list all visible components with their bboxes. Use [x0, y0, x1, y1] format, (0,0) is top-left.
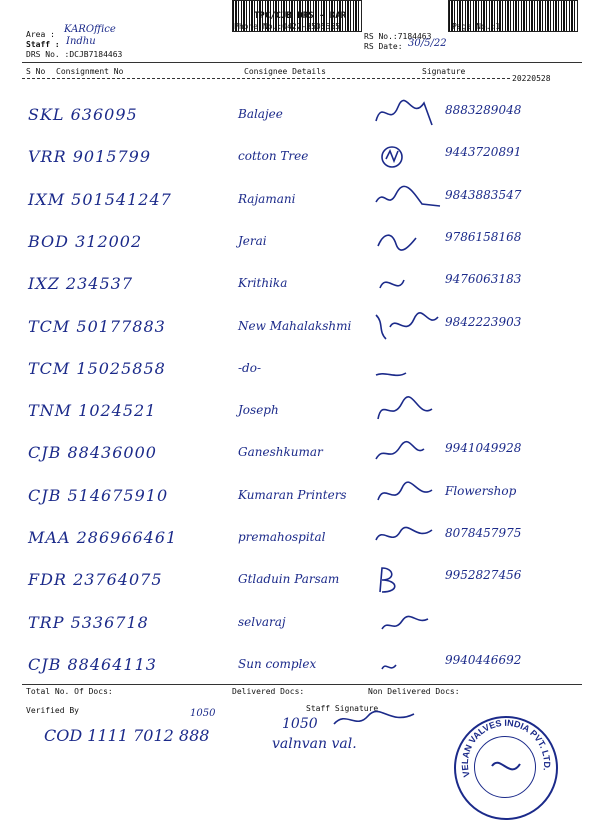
amount-note-2: 1050: [282, 716, 318, 732]
consignee-name: Kumaran Printers: [238, 487, 347, 502]
page-number: Page No.:1: [452, 22, 501, 31]
signature-scribble: [372, 605, 444, 639]
document-title: TPC/CJB DRS - KAR: [254, 11, 347, 21]
consignee-phone: 9443720891: [445, 145, 522, 160]
area-value: KAROffice: [64, 24, 116, 35]
consignee-phone: 9952827456: [445, 568, 522, 583]
consignee-name: Balajee: [238, 107, 283, 121]
signature-scribble: [372, 478, 444, 512]
staff-signature-scribble: [330, 708, 420, 732]
consignee-name: cotton Tree: [238, 149, 309, 164]
consignment-number: TRP 5336718: [28, 612, 149, 632]
consignee-phone: 9476063183: [445, 272, 522, 287]
table-row: [0, 264, 600, 304]
consignee-phone: 9786158168: [445, 229, 522, 244]
total-docs-label: Total No. Of Docs:: [26, 687, 113, 696]
svg-text:VELAN VALVES INDIA PVT. LTD.: VELAN VALVES INDIA PVT. LTD.: [459, 718, 553, 779]
col-signature: Signature: [422, 67, 466, 76]
footer-rule: [22, 684, 582, 685]
table-row: [0, 433, 600, 473]
cod-note: COD 1111 7012 888: [44, 726, 210, 745]
consignee-name: Joseph: [238, 403, 279, 418]
rs-date-value: 30/5/22: [408, 38, 447, 49]
consignee-phone: 9842223903: [445, 314, 522, 329]
signature-scribble: [372, 351, 444, 385]
consignee-name: Ganeshkumar: [238, 445, 323, 460]
table-row: [0, 645, 600, 685]
consignment-number: VRR 9015799: [28, 147, 151, 167]
drs-number: DRS No. :DCJB7184463: [26, 50, 123, 59]
consignment-number: TNM 1024521: [28, 401, 157, 421]
delivered-docs-label: Delivered Docs:: [232, 687, 305, 696]
consignment-number: CJB 88464113: [28, 654, 157, 674]
rs-number: RS No.:7184463: [364, 32, 432, 41]
consignment-number: CJB 514675910: [28, 485, 169, 505]
phone-number: Phone No.:0422-3505555: [234, 22, 340, 31]
consignee-name: Rajamani: [238, 191, 296, 206]
signature-scribble: [372, 520, 444, 554]
company-seal-text: [456, 718, 556, 818]
company-seal-stamp: [454, 716, 558, 820]
consignment-number: IXZ 234537: [28, 274, 133, 294]
table-row: [0, 137, 600, 177]
consignee-name: Gtladuin Parsam: [238, 572, 340, 587]
table-row: [0, 95, 600, 135]
consignee-phone: 8078457975: [445, 526, 522, 540]
receiver-note: valnvan val.: [272, 736, 357, 752]
consignment-number: TCM 50177883: [28, 316, 166, 336]
consignee-name: selvaraj: [238, 614, 286, 629]
consignment-number: SKL 636095: [28, 105, 138, 124]
consignee-phone: 9843883547: [445, 187, 522, 202]
rs-date-label: RS Date:: [364, 42, 403, 51]
table-row: [0, 349, 600, 389]
date-code: 20220528: [512, 74, 551, 83]
consignee-phone: 9940446692: [445, 652, 522, 667]
consignee-name: Jerai: [238, 233, 267, 248]
staff-signature-label: Staff Signature: [306, 704, 379, 713]
consignment-number: BOD 312002: [28, 231, 143, 251]
signature-scribble: [372, 309, 444, 343]
signature-scribble: [372, 562, 444, 596]
signature-scribble: [372, 266, 444, 300]
area-label: Area :: [26, 30, 55, 39]
consignee-name: Sun complex: [238, 656, 317, 671]
consignee-phone: Flowershop: [445, 483, 517, 498]
col-consignment: Consignment No: [56, 67, 124, 76]
consignment-number: IXM 501541247: [28, 189, 172, 209]
column-rule: [22, 78, 510, 79]
consignee-phone: 8883289048: [445, 103, 522, 117]
signature-scribble: [372, 182, 444, 216]
col-consignee: Consignee Details: [244, 67, 326, 76]
consignee-name: Krithika: [238, 276, 288, 291]
consignment-number: TCM 15025858: [28, 358, 166, 378]
signature-scribble: [372, 435, 444, 469]
table-row: [0, 603, 600, 643]
consignment-number: MAA 286966461: [28, 528, 178, 547]
consignee-name: premahospital: [238, 530, 326, 544]
verified-by-label: Verified By: [26, 706, 79, 715]
non-delivered-docs-label: Non Delivered Docs:: [368, 687, 460, 696]
table-row: [0, 476, 600, 516]
consignee-name: New Mahalakshmi: [238, 318, 352, 333]
consignment-number: CJB 88436000: [28, 443, 157, 463]
table-row: [0, 307, 600, 347]
consignee-phone: 9941049928: [445, 441, 522, 456]
consignment-number: FDR 23764075: [28, 570, 163, 590]
signature-scribble: [372, 224, 444, 258]
table-row: [0, 222, 600, 262]
table-row: [0, 180, 600, 220]
col-sno: S No: [26, 67, 46, 76]
table-row: [0, 518, 600, 558]
staff-label: Staff :: [26, 40, 60, 49]
amount-note-1: 1050: [190, 708, 216, 719]
header-rule: [22, 62, 582, 63]
signature-scribble: [372, 139, 444, 173]
consignee-name: -do-: [238, 360, 262, 375]
signature-scribble: [372, 97, 444, 131]
staff-value: Indhu: [66, 36, 96, 47]
signature-scribble: [372, 393, 444, 427]
signature-scribble: [372, 647, 444, 681]
table-row: [0, 391, 600, 431]
table-row: [0, 560, 600, 600]
